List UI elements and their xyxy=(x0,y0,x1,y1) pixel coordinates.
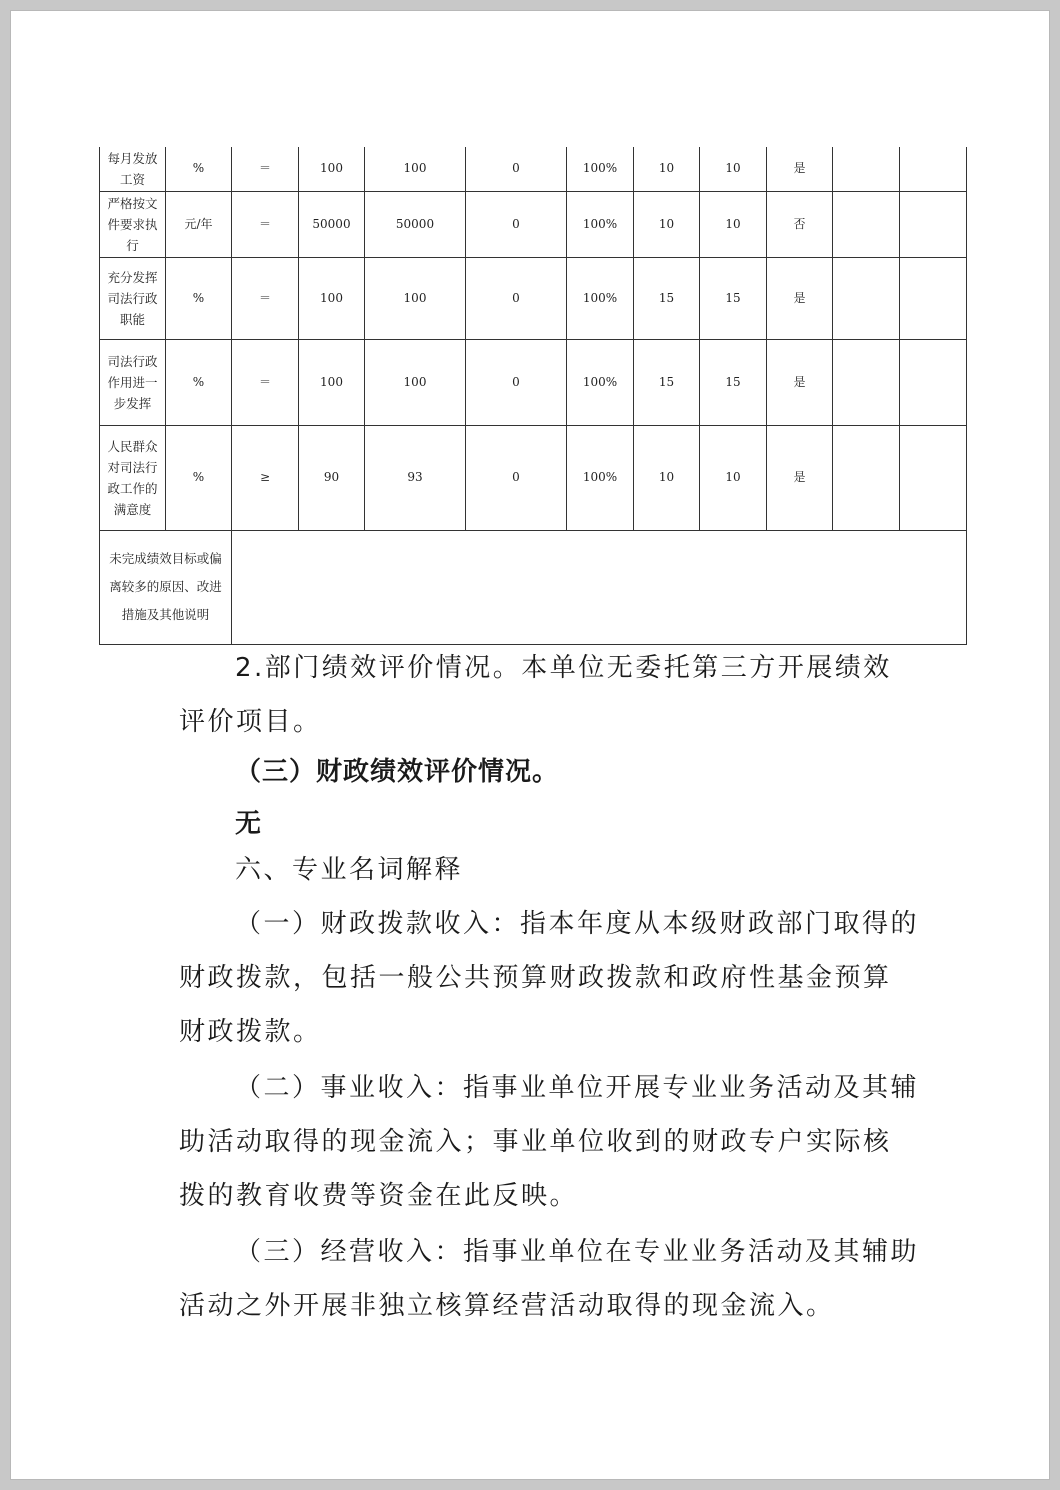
paragraph-performance-evaluation: 2.部门绩效评价情况。本单位无委托第三方开展绩效评价项目。 xyxy=(179,653,892,737)
operator-cell: ＝ xyxy=(232,257,299,339)
definition-fiscal-appropriation: （一）财政拨款收入：指本年度从本级财政部门取得的财政拨款，包括一般公共预算财政拨款和政府性基金预算财政拨款。 xyxy=(179,909,920,1047)
indicator-name: 人民群众对司法行政工作的满意度 xyxy=(100,425,166,530)
actual-value-cell: 100 xyxy=(365,257,466,339)
weight-cell: 15 xyxy=(634,339,700,425)
remark-value xyxy=(232,530,967,644)
completion-rate-cell: 100% xyxy=(567,147,634,191)
actual-value-cell: 100 xyxy=(365,339,466,425)
indicator-name: 严格按文件要求执行 xyxy=(100,191,166,257)
unit-cell: % xyxy=(166,339,232,425)
table-row xyxy=(100,339,967,425)
target-value-cell: 100 xyxy=(299,147,365,191)
empty-cell xyxy=(833,425,900,530)
achieved-cell: 是 xyxy=(767,339,833,425)
indicator-name: 每月发放工资 xyxy=(100,147,166,191)
operator-cell: ＝ xyxy=(232,147,299,191)
empty-cell xyxy=(833,339,900,425)
score-cell: 10 xyxy=(700,425,767,530)
value-cell: 0 xyxy=(466,147,567,191)
score-cell: 15 xyxy=(700,339,767,425)
score-cell: 15 xyxy=(700,257,767,339)
value-cell: 0 xyxy=(466,191,567,257)
heading-fiscal-evaluation: （三）财政绩效评价情况。 xyxy=(235,757,560,787)
weight-cell: 15 xyxy=(634,257,700,339)
operator-cell: ＝ xyxy=(232,339,299,425)
achieved-cell: 否 xyxy=(767,191,833,257)
weight-cell: 10 xyxy=(634,191,700,257)
score-cell: 10 xyxy=(700,191,767,257)
indicator-name: 司法行政作用进一步发挥 xyxy=(100,339,166,425)
target-value-cell: 50000 xyxy=(299,191,365,257)
table-row xyxy=(100,191,967,257)
table-row xyxy=(100,425,967,530)
empty-cell xyxy=(900,257,967,339)
achieved-cell: 是 xyxy=(767,257,833,339)
indicator-name: 充分发挥司法行政职能 xyxy=(100,257,166,339)
empty-cell xyxy=(900,339,967,425)
remark-label: 未完成绩效目标或偏离较多的原因、改进措施及其他说明 xyxy=(100,530,232,644)
table-row xyxy=(100,257,967,339)
value-cell: 0 xyxy=(466,339,567,425)
target-value-cell: 100 xyxy=(299,339,365,425)
completion-rate-cell: 100% xyxy=(567,191,634,257)
table-row xyxy=(100,147,967,191)
unit-cell: % xyxy=(166,425,232,530)
actual-value-cell: 50000 xyxy=(365,191,466,257)
document-page xyxy=(10,10,1050,1480)
actual-value-cell: 93 xyxy=(365,425,466,530)
definition-business-income: （二）事业收入：指事业单位开展专业业务活动及其辅助活动取得的现金流入；事业单位收到的财政专户实际核拨的教育收费等资金在此反映。 xyxy=(179,1073,920,1211)
actual-value-cell: 100 xyxy=(365,147,466,191)
remark-row xyxy=(100,530,967,644)
completion-rate-cell: 100% xyxy=(567,257,634,339)
operator-cell: ≥ xyxy=(232,425,299,530)
empty-cell xyxy=(833,191,900,257)
achieved-cell: 是 xyxy=(767,425,833,530)
definition-operating-income: （三）经营收入：指事业单位在专业业务活动及其辅助活动之外开展非独立核算经营活动取得的现金流入。 xyxy=(179,1237,920,1321)
completion-rate-cell: 100% xyxy=(567,339,634,425)
empty-cell xyxy=(833,257,900,339)
score-cell: 10 xyxy=(700,147,767,191)
unit-cell: % xyxy=(166,257,232,339)
empty-cell xyxy=(900,425,967,530)
value-cell: 0 xyxy=(466,425,567,530)
weight-cell: 10 xyxy=(634,425,700,530)
completion-rate-cell: 100% xyxy=(567,425,634,530)
heading-terminology: 六、专业名词解释 xyxy=(235,855,464,885)
unit-cell: % xyxy=(166,147,232,191)
empty-cell xyxy=(900,147,967,191)
paragraph-none: 无 xyxy=(235,809,263,839)
unit-cell: 元/年 xyxy=(166,191,232,257)
operator-cell: ＝ xyxy=(232,191,299,257)
target-value-cell: 90 xyxy=(299,425,365,530)
value-cell: 0 xyxy=(466,257,567,339)
empty-cell xyxy=(833,147,900,191)
weight-cell: 10 xyxy=(634,147,700,191)
target-value-cell: 100 xyxy=(299,257,365,339)
performance-table xyxy=(99,147,967,645)
empty-cell xyxy=(900,191,967,257)
achieved-cell: 是 xyxy=(767,147,833,191)
